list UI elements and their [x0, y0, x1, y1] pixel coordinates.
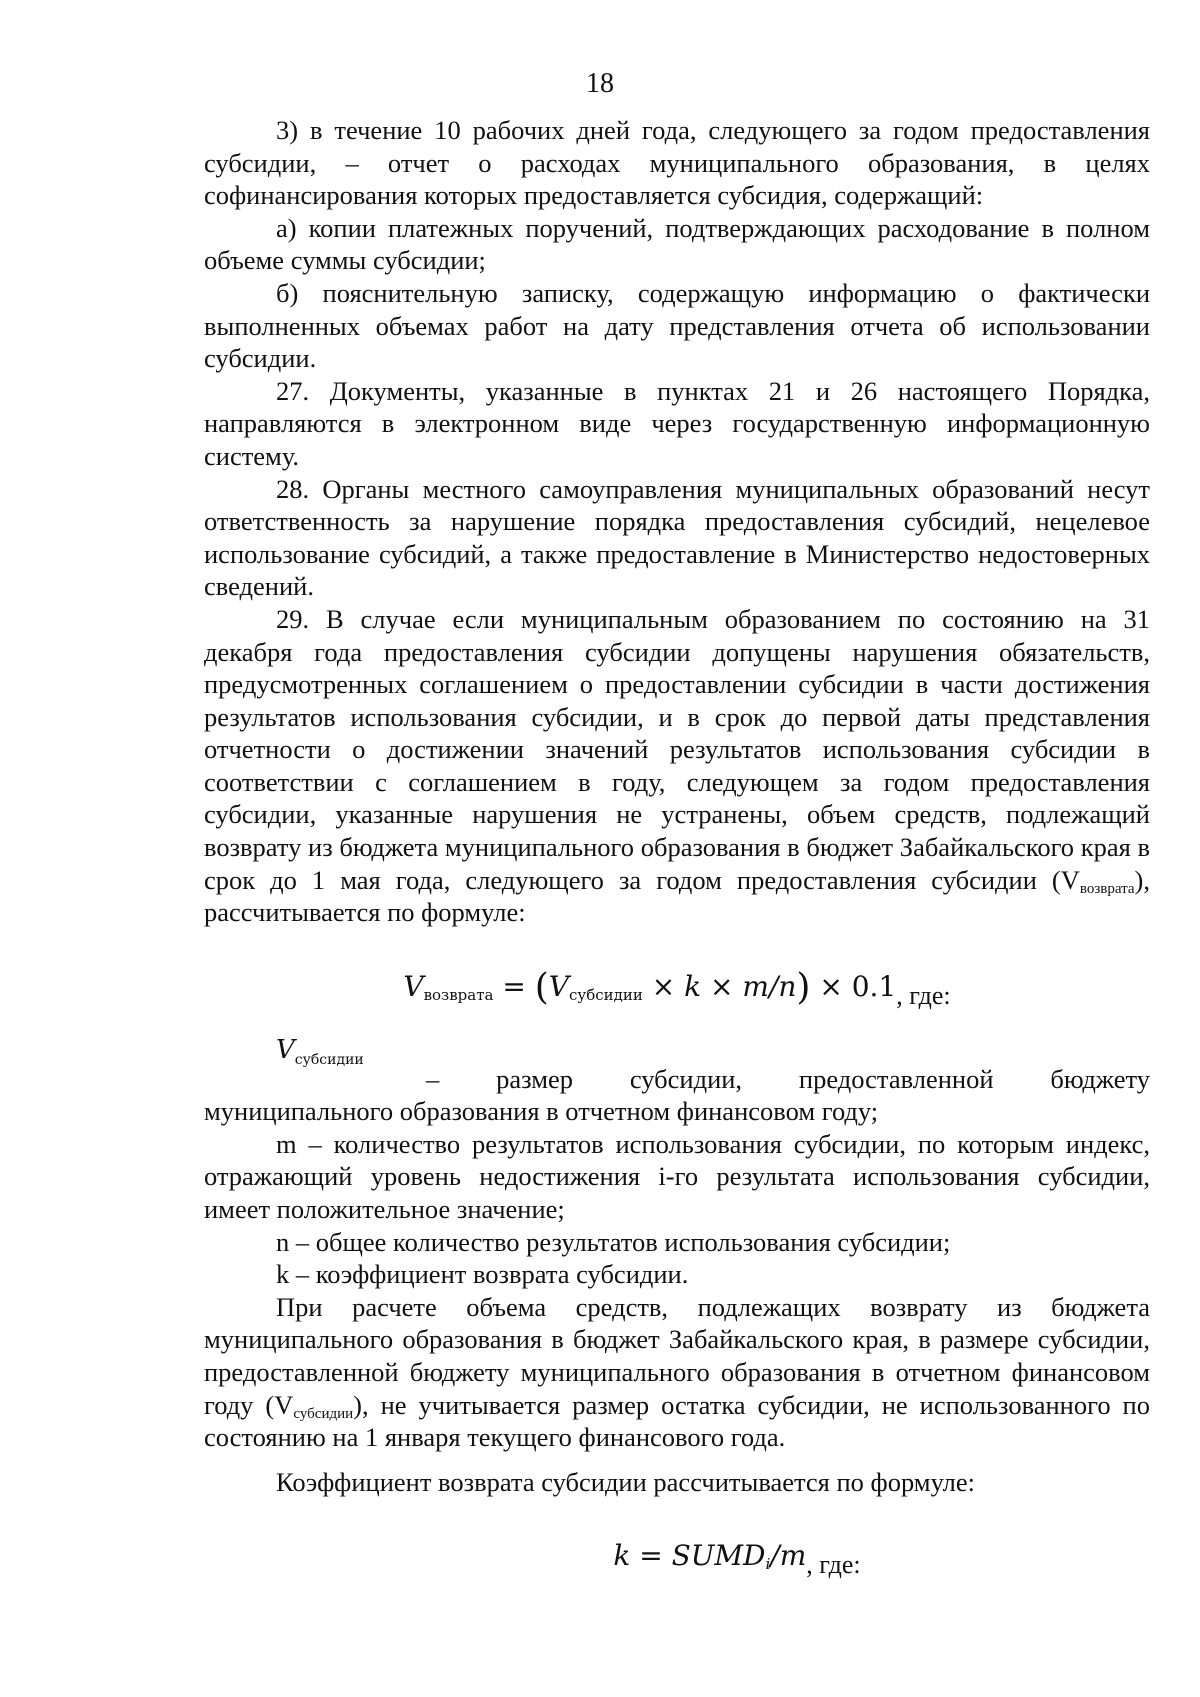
- paragraph-calculation: [204, 1291, 1150, 1454]
- paragraph-29-text-end: ), рассчитывается по формуле:: [204, 864, 1150, 928]
- paragraph-29-text: 29. В случае если муниципальным образованием по состоянию на 31 декабря года предоставления субсидии допущены нарушения обязательств, предусмотренных соглашением о предоставлении субсидии в части достижения результатов использования субсидии, и в срок до первой даты представления отчетности о достижении значений результатов использования субсидии в соответствии с соглашением в году, следующем за годом предоставления субсидии, указанные нарушения не устранены, объем средств, подлежащий возврату из бюджета муниципального образования в бюджет Забайкальского края в срок до 1 мая года, следующего за годом предоставления субсидии (V: [204, 603, 1150, 895]
- definition-symbol: [204, 1034, 426, 1077]
- paragraph-28: 28. Органы местного самоуправления муниципальных образований несут ответственность за нарушение порядка предоставления субсидий, нецелевое использование субсидий, а также предоставление в Министерство недостоверных сведений.: [204, 473, 1150, 602]
- formula-symbol-v-subsidii: V: [548, 969, 570, 1003]
- formula-v-vozvrata: [204, 966, 1150, 1013]
- definition-m: m – количество результатов использования субсидии, по которым индекс, отражающий уровень недостижения i-го результата использования субсидии, имеет положительное значение;: [204, 1128, 1150, 1224]
- paragraph-subitem-a: а) копии платежных поручений, подтверждающих расходование в полном объеме суммы субсидии;: [204, 212, 1150, 276]
- formula-factors: × k × m/n: [642, 969, 797, 1003]
- formula-k: [204, 1540, 1150, 1582]
- definition-n: n – общее количество результатов использования субсидии;: [276, 1226, 951, 1257]
- paragraph-subitem-b: б) пояснительную записку, содержащую информацию о фактически выполненных объемах работ на дату представления отчета об использовании субсидии.: [204, 277, 1150, 374]
- formula-close-paren: ): [796, 966, 811, 1008]
- definition-v-subsidii: [204, 1035, 1150, 1095]
- paragraph-coefficient: Коэффициент возврата субсидии рассчитывается по формуле:: [276, 1466, 976, 1497]
- paragraph-29-subscript: возврата: [1079, 880, 1135, 897]
- paragraph-calculation-text: При расчете объема средств, подлежащих возврату из бюджета муниципального образования в бюджет Забайкальского края, в размере субсидии, предоставленной бюджету муниципального образования в отчетном финансовом году (V: [204, 1291, 1150, 1420]
- formula-k-where: , где:: [806, 1550, 861, 1580]
- formula-k-subscript: i: [765, 1555, 771, 1574]
- formula-subscript-vozvrata: возврата: [423, 985, 494, 1004]
- definition-text: – размер субсидии, предоставленной бюджету: [426, 1063, 1150, 1094]
- formula-equals: =: [493, 969, 535, 1003]
- paragraph-27: 27. Документы, указанные в пунктах 21 и 26 настоящего Порядка, направляются в электронном виде через государственную информационную систему.: [204, 375, 1150, 471]
- formula-k-lhs: k = SUMD: [613, 1539, 766, 1573]
- formula-k-rhs: /m: [770, 1539, 807, 1573]
- definition-k: k – коэффициент возврата субсидии.: [276, 1259, 689, 1290]
- formula-open-paren: (: [534, 966, 549, 1008]
- paragraph-calculation-subscript: субсидии: [293, 1405, 354, 1422]
- paragraph-29: [204, 603, 1150, 929]
- paragraph-item-3: 3) в течение 10 рабочих дней года, следующего за годом предоставления субсидии, – отчет о расходах муниципального образования, в целях софинансирования которых предоставляется субсидия, содержащий:: [204, 115, 1150, 211]
- document-body: [204, 114, 1150, 1582]
- paragraph-calculation-text-end: ), не учитывается размер остатка субсидии, не использованного по состоянию на 1 января текущего финансового года.: [204, 1389, 1150, 1453]
- definition-symbol-subscript: субсидии: [294, 1052, 364, 1069]
- formula-tail: × 0.1: [810, 969, 897, 1003]
- formula-where: , где:: [896, 980, 951, 1010]
- definition-symbol-v: V: [276, 1035, 295, 1066]
- formula-subscript-subsidii: субсидии: [569, 985, 643, 1004]
- page-number: 18: [586, 68, 614, 99]
- formula-symbol-v: V: [403, 969, 424, 1003]
- definition-continuation: муниципального образования в отчетном финансовом году;: [204, 1096, 879, 1127]
